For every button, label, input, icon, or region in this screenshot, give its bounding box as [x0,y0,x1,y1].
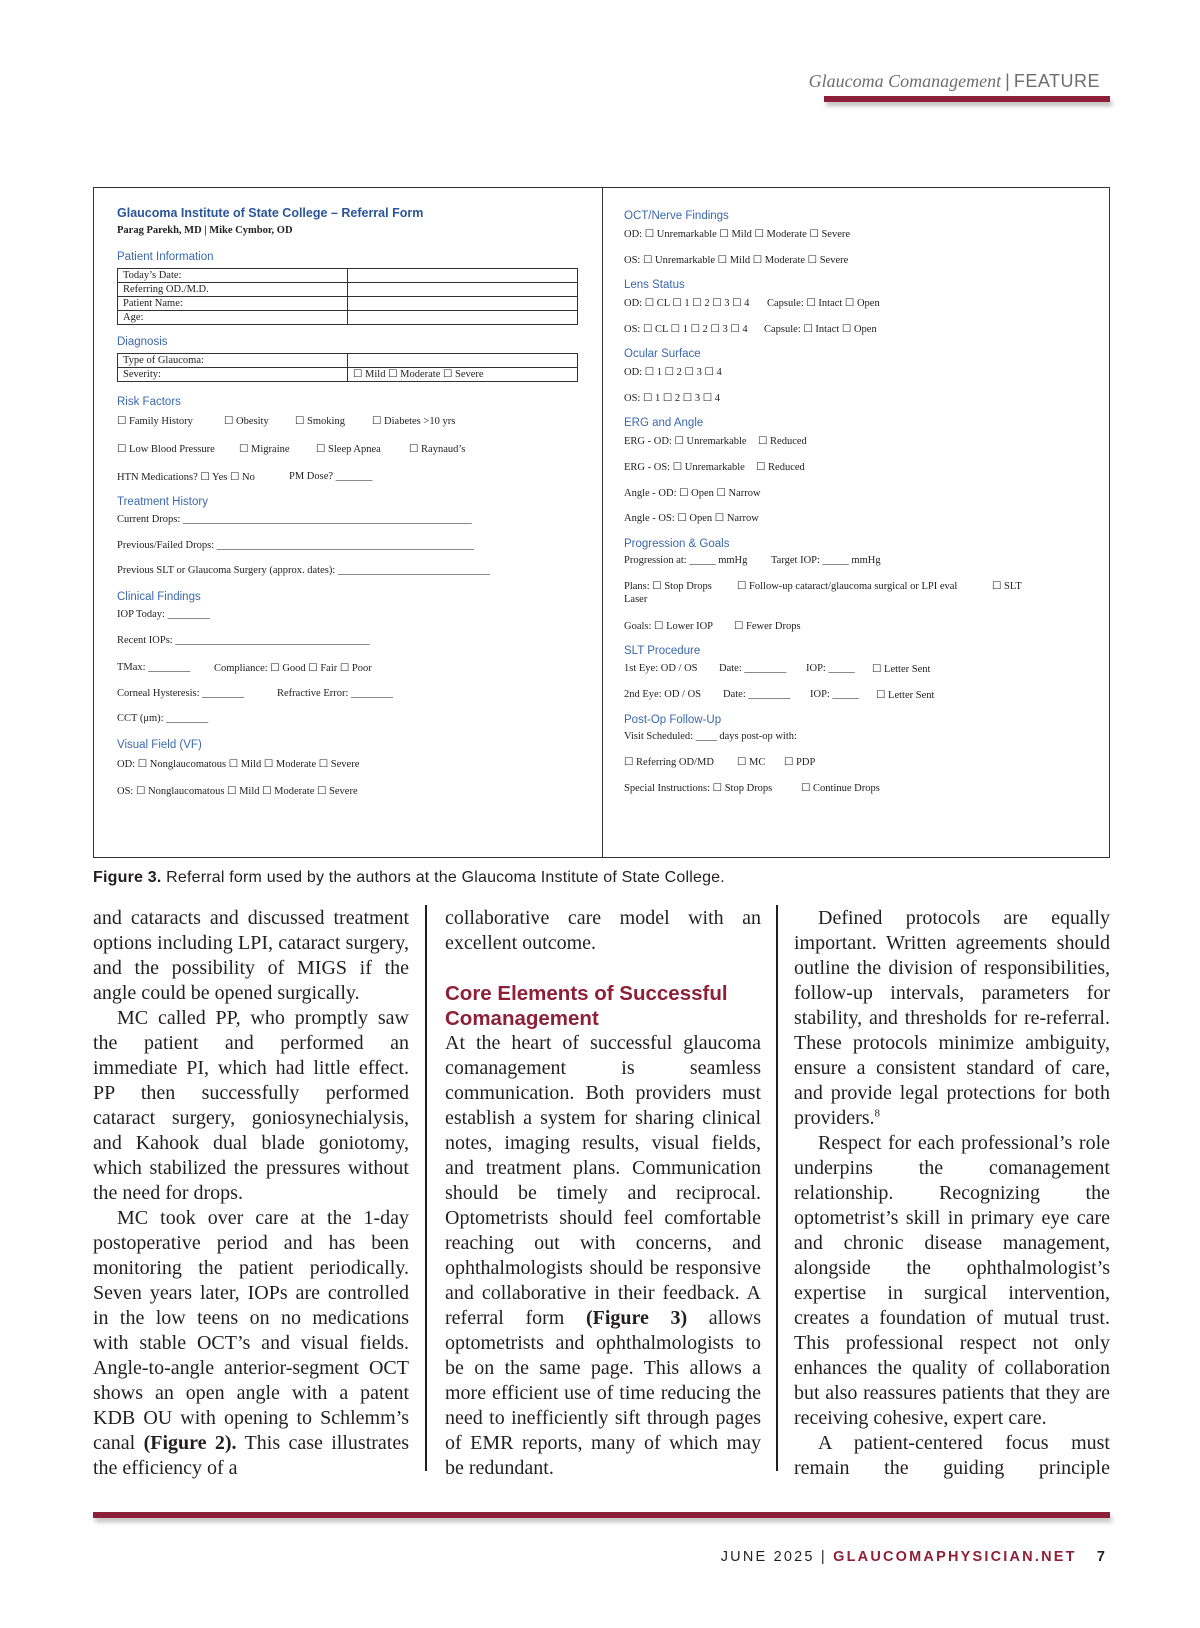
running-head [809,71,1100,92]
form-title: Glaucoma Institute of State College – Referral Form [117,206,424,220]
erg-os: ERG - OS: ☐ Unremarkable [624,462,745,473]
section-heading: Core Elements of Successful Comanagement [445,982,728,1030]
previous-slt: Previous SLT or Glaucoma Surgery (approx. dates): _____________________________ [117,565,491,576]
oct-os: OS: ☐ Unremarkable ☐ Mild ☐ Moderate ☐ Severe [624,255,849,266]
corneal-hysteresis: Corneal Hysteresis: ________ [117,688,245,699]
htn-medications: HTN Medications? ☐ Yes ☐ No [117,472,255,483]
risk-low-bp: ☐ Low Blood Pressure [117,444,215,455]
slt-eye1-iop: IOP: _____ [806,663,855,674]
paragraph-text: allows optometrists and ophthalmologists to be on the same page. This allows a more efficient use of time reducing the need to inefficiently sift through pages of EMR reports, many of which may be redundant. [445,1307,762,1479]
paragraph-text: Defined protocols are equally important. Written agreements should outline the division of responsibilities, follow-up intervals, parameters for stability, and thresholds for re-referral. These protocols minimize ambiguity, ensure a consistent standard of care, and provide legal protections for both providers. [794,907,1110,1129]
table-row [118,269,578,283]
form-right-column [624,188,1094,857]
caption-text: Referral form used by the authors at the Glaucoma Institute of State College. [161,869,725,886]
erg-os-reduced: ☐ Reduced [756,462,805,473]
paragraph: A patient-centered focus must remain the guiding principle [794,1432,1110,1479]
lens-os: OS: ☐ CL ☐ 1 ☐ 2 ☐ 3 ☐ 4 [624,324,748,335]
tmax: TMax: ________ [117,662,191,673]
slt-eye2-iop: IOP: _____ [810,689,859,700]
footer-rule [93,1512,1110,1518]
slt-procedure-heading: SLT Procedure [624,645,701,657]
risk-raynauds: ☐ Raynaud’s [409,444,466,455]
todays-date-label: Today’s Date: [118,269,348,283]
paragraph [445,1031,761,1481]
column-rule [776,905,778,1471]
postop-heading: Post-Op Follow-Up [624,714,722,726]
refractive-error: Refractive Error: ________ [277,688,394,699]
table-row [118,354,578,368]
angle-os: Angle - OS: ☐ Open ☐ Narrow [624,513,759,524]
body-column-1 [93,906,409,1481]
referring-field [348,283,578,297]
reference-superscript: 8 [874,1107,881,1120]
diagnosis-table [117,353,578,382]
severity-label: Severity: [118,368,348,382]
paragraph [794,906,1110,1131]
section-name: Glaucoma Comanagement [808,71,1002,91]
feature-label: FEATURE [1013,71,1100,91]
table-row [118,297,578,311]
table-row [118,368,578,382]
risk-migraine: ☐ Migraine [239,444,290,455]
oct-heading: OCT/Nerve Findings [624,210,729,222]
patient-name-label: Patient Name: [118,297,348,311]
patient-info-table [117,268,578,325]
clinical-findings-heading: Clinical Findings [117,591,201,603]
plans-followup: ☐ Follow-up cataract/glaucoma surgical or LPI eval [737,581,958,592]
body-column-3 [794,906,1110,1481]
form-left-column [117,188,587,857]
form-column-divider [602,188,603,857]
patient-name-field [348,297,578,311]
angle-od: Angle - OD: ☐ Open ☐ Narrow [624,488,761,499]
paragraph: and cataracts and discussed treatment options including LPI, cataract surgery, and the possibility of MIGS if the angle could be opened surgically. [93,907,409,1004]
caption-label: Figure 3. [93,869,162,886]
risk-diabetes: ☐ Diabetes >10 yrs [372,416,456,427]
visit-scheduled: Visit Scheduled: ____ days post-op with: [624,731,797,742]
risk-smoking: ☐ Smoking [295,416,345,427]
visual-field-heading: Visual Field (VF) [117,739,202,751]
current-drops: Current Drops: _______________________________________________________ [117,514,472,525]
figure-3-reference: (Figure 3) [585,1307,688,1329]
paragraph-text: At the heart of successful glaucoma comanagement is seamless communication. Both providers must establish a system for sharing clinical notes, imaging results, visual fields, and treatment plans. Communication should be timely and reciprocal. Optometrists should feel comfortable reaching out with concerns, and ophthalmologists should be responsive and collaborative in their feedback. A referral form [445,1032,761,1329]
severity-field: ☐ Mild ☐ Moderate ☐ Severe [348,368,578,382]
slt-eye1-date: Date: ________ [719,663,787,674]
postop-mc: ☐ MC [737,757,766,768]
ocular-od: OD: ☐ 1 ☐ 2 ☐ 3 ☐ 4 [624,367,722,378]
lens-od-capsule: Capsule: ☐ Intact ☐ Open [767,298,880,309]
figure-caption [93,869,725,887]
lens-od: OD: ☐ CL ☐ 1 ☐ 2 ☐ 3 ☐ 4 [624,298,750,309]
column-rule [425,905,427,1471]
header-rule [824,96,1110,102]
table-row [118,311,578,325]
paragraph-text: This case illustrates the efficiency of a [93,1432,410,1479]
table-row [118,283,578,297]
compliance: Compliance: ☐ Good ☐ Fair ☐ Poor [214,663,372,674]
referral-form-figure [93,187,1110,858]
referring-label: Referring OD./M.D. [118,283,348,297]
goals-lower-iop: Goals: ☐ Lower IOP [624,621,714,632]
risk-obesity: ☐ Obesity [224,416,269,427]
diagnosis-heading: Diagnosis [117,336,168,348]
special-instructions: Special Instructions: ☐ Stop Drops [624,783,773,794]
iop-today: IOP Today: ________ [117,609,210,620]
goals-fewer-drops: ☐ Fewer Drops [734,621,801,632]
erg-od-reduced: ☐ Reduced [758,436,807,447]
body-column-2 [445,906,761,1481]
age-label: Age: [118,311,348,325]
paragraph: collaborative care model with an excellent outcome. [445,907,761,954]
slt-eye1: 1st Eye: OD / OS [624,663,698,674]
website-link[interactable]: GLAUCOMAPHYSICIAN.NET [833,1549,1077,1565]
paragraph [93,1206,409,1481]
lens-status-heading: Lens Status [624,279,685,291]
ocular-surface-heading: Ocular Surface [624,348,701,360]
progression-goals-heading: Progression & Goals [624,538,730,550]
slt-eye1-letter: ☐ Letter Sent [872,664,931,675]
patient-info-heading: Patient Information [117,251,214,263]
cct: CCT (μm): ________ [117,713,209,724]
vf-os: OS: ☐ Nonglaucomatous ☐ Mild ☐ Moderate ☐ Severe [117,786,358,797]
footer [721,1549,1105,1565]
treatment-history-heading: Treatment History [117,496,208,508]
footer-separator: | [820,1549,827,1565]
target-iop: Target IOP: _____ mmHg [771,555,881,566]
vf-od: OD: ☐ Nonglaucomatous ☐ Mild ☐ Moderate ☐ Severe [117,759,360,770]
todays-date-field [348,269,578,283]
slt-eye2-letter: ☐ Letter Sent [876,690,935,701]
progression-at: Progression at: _____ mmHg [624,555,748,566]
erg-angle-heading: ERG and Angle [624,417,704,429]
page-number: 7 [1096,1549,1105,1565]
paragraph-text: MC took over care at the 1-day postoperative period and has been monitoring the patient periodically. Seven years later, IOPs are controlled in the low teens on no medications with stable OCT’s and visual fields. Angle-to-angle anterior-segment OCT shows an open angle with a patent KDB OU with opening to Schlemm’s canal [93,1207,409,1454]
previous-drops: Previous/Failed Drops: _________________________________________________ [117,540,474,551]
glaucoma-type-field [348,354,578,368]
issue-date: JUNE 2025 [720,1549,815,1565]
glaucoma-type-label: Type of Glaucoma: [118,354,348,368]
plans-laser: Laser [624,594,648,605]
recent-iops: Recent IOPs: _____________________________________ [117,635,370,646]
risk-factors-heading: Risk Factors [117,396,181,408]
paragraph: Respect for each professional’s role underpins the comanagement relationship. Recognizing the optometrist’s skill in primary eye care and chronic disease management, alongside the ophthalmologist’s expertise in surgical intervention, creates a foundation of mutual trust. This professional respect not only enhances the quality of collaboration but also reassures patients that they are receiving cohesive, expert care. [794,1132,1110,1429]
age-field [348,311,578,325]
slt-eye2: 2nd Eye: OD / OS [624,689,701,700]
lens-os-capsule: Capsule: ☐ Intact ☐ Open [764,324,877,335]
plans-slt: ☐ SLT [992,581,1022,592]
erg-od: ERG - OD: ☐ Unremarkable [624,436,747,447]
postop-pdp: ☐ PDP [784,757,816,768]
header-separator: | [1005,71,1010,91]
ocular-os: OS: ☐ 1 ☐ 2 ☐ 3 ☐ 4 [624,393,720,404]
figure-2-reference: (Figure 2). [143,1432,237,1454]
risk-family-history: ☐ Family History [117,416,193,427]
paragraph: MC called PP, who promptly saw the patient and performed an immediate PI, which had little effect. PP then successfully performed cataract surgery, goniosynechialysis, and Kahook dual blade goniotomy, which stabilized the pressures without the need for drops. [93,1007,409,1204]
form-authors: Parag Parekh, MD | Mike Cymbor, OD [117,225,293,236]
oct-od: OD: ☐ Unremarkable ☐ Mild ☐ Moderate ☐ Severe [624,229,851,240]
plans-stop-drops: Plans: ☐ Stop Drops [624,581,712,592]
risk-sleep-apnea: ☐ Sleep Apnea [316,444,381,455]
slt-eye2-date: Date: ________ [723,689,791,700]
pm-dose: PM Dose? _______ [289,471,373,482]
continue-drops: ☐ Continue Drops [801,783,880,794]
postop-referring: ☐ Referring OD/MD [624,757,714,768]
